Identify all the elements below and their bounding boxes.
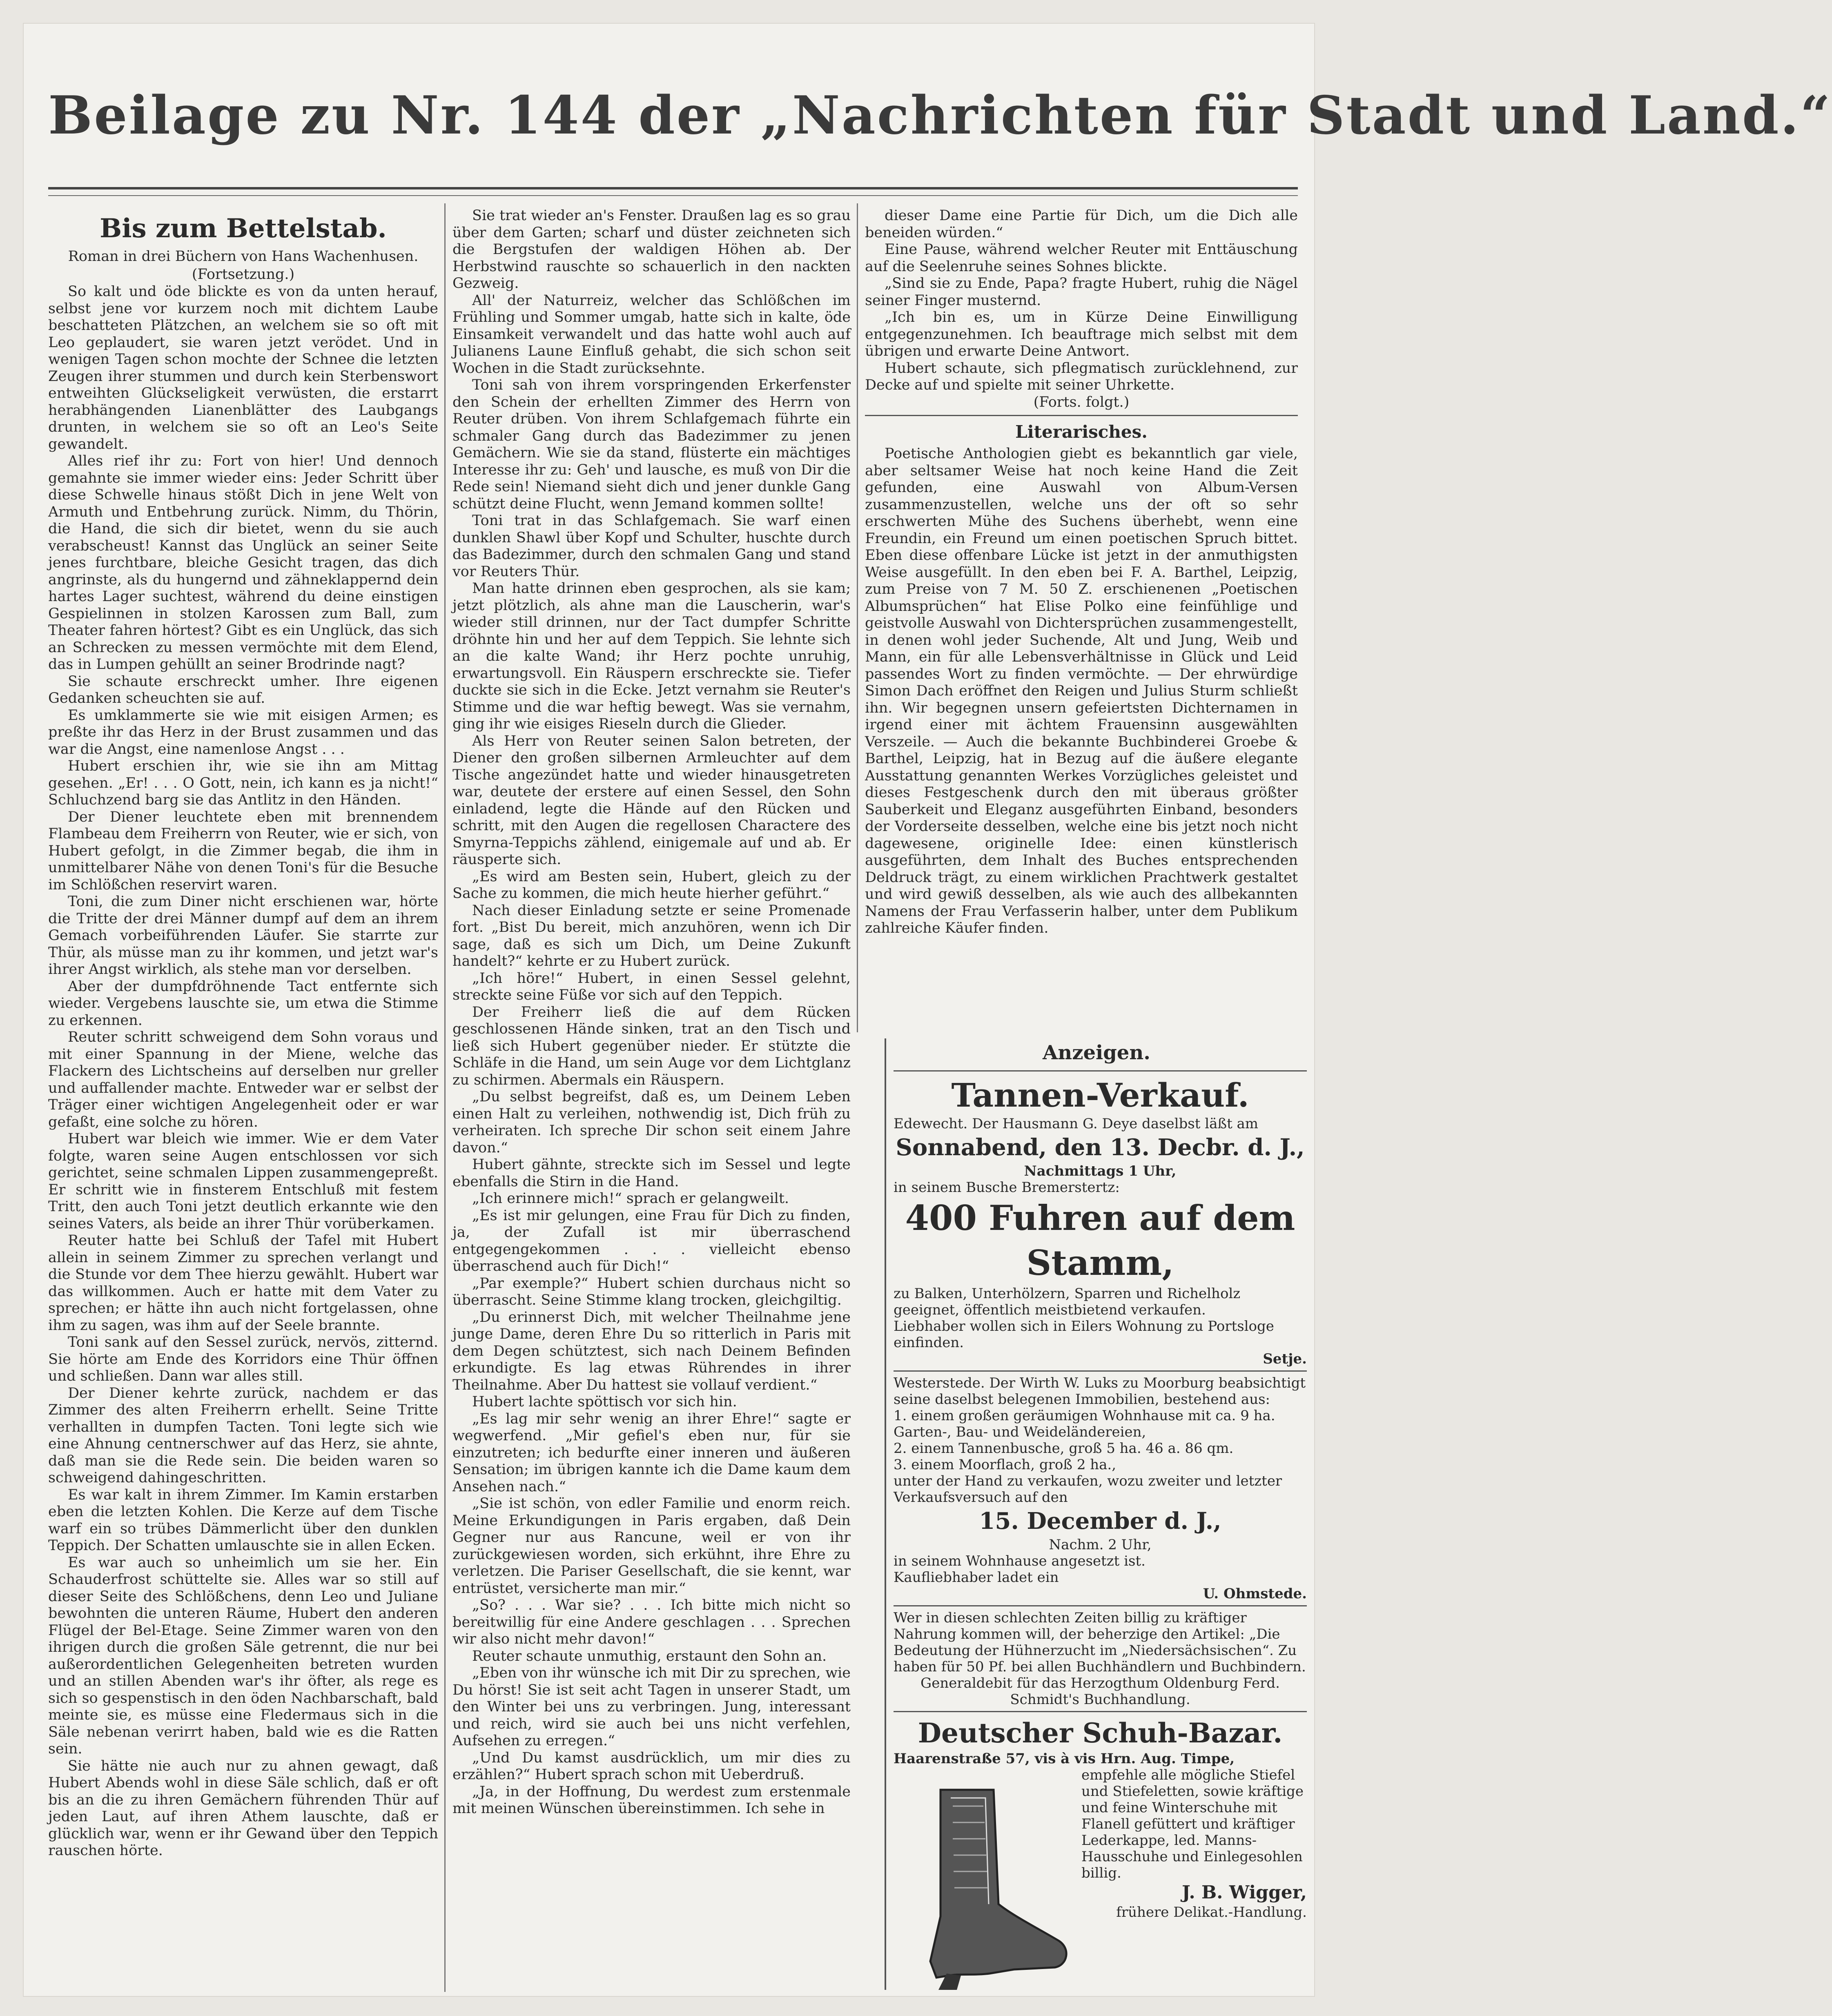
ad-moorburg-item: 2. einem Tannenbusche, groß 5 ha. 46 a. 86 qm. [894, 1440, 1234, 1457]
ad-moorburg-item: 1. einem großen geräumigen Wohnhause mit ca. 9 ha. Garten-, Bau- und Weideländereien, [894, 1408, 1275, 1440]
ad-moorburg-sign: U. Ohmstede. [1203, 1586, 1307, 1602]
story-paragraph: „Ja, in der Hoffnung, Du werdest zum erstenmale mit meinen Wünschen übereinstimmen. Ich sehe in [452, 1783, 851, 1817]
story-paragraph: Reuter schritt schweigend dem Sohn voraus und mit einer Spannung in der Miene, welche das Flackern des Lichtscheins auf derselben nur greller und auffallender machte. Entweder war er selbst der Träger einer wichtigen Angelegenheit oder er war gefaßt, eine solche zu hören. [48, 1029, 438, 1130]
ad-schuh-line1: Haarenstraße 57, vis à vis Hrn. Aug. Timpe, [894, 1751, 1235, 1767]
story-paragraph: „Eben von ihr wünsche ich mit Dir zu sprechen, wie Du hörst! Sie ist seit acht Tagen in unserer Stadt, um den Winter bei uns zu verbringen. Jung, interessant und reich, wird sie auch bei uns nicht verfehlen, Aufsehen zu erregen.“ [452, 1665, 851, 1749]
story-paragraph: Reuter schaute unmuthig, erstaunt den Sohn an. [472, 1648, 827, 1664]
story-paragraph: Eine Pause, während welcher Reuter mit Enttäuschung auf die Seelenruhe seines Sohnes blickte. [865, 241, 1298, 275]
ad-moorburg-time: Nachm. 2 Uhr, [1049, 1537, 1152, 1553]
story-paragraph: dieser Dame eine Partie für Dich, um die Dich alle beneiden würden.“ [865, 207, 1298, 241]
story-paragraph: Als Herr von Reuter seinen Salon betreten, der Diener den großen silbernen Armleuchter auf dem Tische angezündet hatte und wieder hinausgetreten war, deutete der erstere auf einen Sessel, den Sohn einladend, legte die Hände auf den Rücken und schritt, mit den Augen die regellosen Charactere des Smyrna-Teppichs zählend, einigemale auf und ab. Er räusperte sich. [452, 733, 851, 868]
boot-illustration [891, 1782, 1071, 1994]
story-paragraph: „Ich erinnere mich!“ sprach er gelangweilt. [472, 1190, 789, 1207]
literary-text: Poetische Anthologien giebt es bekanntlich gar viele, aber seltsamer Weise hat noch keine Hand die Zeit gefunden, eine Auswahl von Album-Versen zusammenzustellen, welche uns der oft so sehr erschwerten Mühe des Suchens überhebt, wenn eine Freundin, ein Freund um einen poetischen Spruch bittet. Eben diese offenbare Lücke ist jetzt in der anmuthigsten Weise ausgefüllt. In den eben bei F. A. Barthel, Leipzig, zum Preise von 7 M. 50 Z. erschienenen „Poetischen Albumsprüchen“ hat Elise Polko eine feinfühlige und geistvolle Auswahl von Dichtersprüchen zusammengestellt, in denen wohl jeder Suchende, Alt und Jung, Weib und Mann, ein für alle Lebensverhältnisse in Glück und Leid passendes Wort zu finden vermöchte. — Der ehrwürdige Simon Dach eröffnet den Reigen und Julius Sturm schließt ihn. Wir begegnen unsern gefeiertsten Dichternamen in irgend einer mit ächtem Frauensinn ausgewählten Verszeile. — Auch die bekannte Buchbinderei Groebe & Barthel, Leipzig, hat in Bezug auf die äußere elegante Ausstattung genannten Werkes Vorzügliches geleistet und dieses Festgeschenk durch den mit überaus größter Sauberkeit und Eleganz ausgeführten Einband, besonders der Vorderseite desselben, welche eine bis jetzt noch nicht dagewesene, originelle Idee: einen künstlerisch ausgeführten, dem Inhalt des Buches entsprechenden Deldruck trägt, zu einem wirklichen Prachtwerk gestaltet und wird gewiß desselben, als wie auch des allbekannten Namens der Frau Verfasserin halber, unter dem Publikum zahlreiche Käufer finden. [865, 446, 1298, 936]
ads-title: Anzeigen. [1043, 1041, 1150, 1064]
story-paragraph: Hubert erschien ihr, wie sie ihn am Mittag gesehen. „Er! . . . O Gott, nein, ich kann es ja nicht!“ Schluchzend barg sie das Antlitz in den Händen. [48, 758, 438, 808]
ad-tannen-meet: Liebhaber wollen sich in Eilers Wohnung zu Portsloge einfinden. [894, 1318, 1274, 1351]
story-title: Bis zum Bettelstab. [100, 213, 387, 244]
section-rule [865, 415, 1298, 416]
ad-schuh-body: empfehle alle mögliche Stiefel und Stiefeletten, sowie kräftige und feine Winterschuhe mit Flanell gefüttert und kräftiger Lederkappe, led. Manns-Hausschuhe und Einlegesohlen billig. [1081, 1767, 1304, 1881]
ad-schuh-sign: J. B. Wigger, [1181, 1882, 1307, 1903]
story-paragraph: „Und Du kamst ausdrücklich, um mir dies zu erzählen?“ Hubert sprach schon mit Ueberdruß. [452, 1749, 851, 1783]
column-divider [444, 203, 446, 1992]
story-paragraph: Es war auch so unheimlich um sie her. Ein Schauderfrost schüttelte sie. Alles war so still auf dieser Seite des Schlößchens, denn Leo und Juliane bewohnten die unteren Räume, Hubert den anderen Flügel der Bel-Etage. Seine Zimmer waren von den ihrigen durch die großen Säle getrennt, die nur bei außerordentlichen Gelegenheiten betreten wurden und an stillen Abenden war's ihr öfter, als rege es sich so gespenstisch in den öden Nachbarschaft, bald meinte sie, es müsse eine Fledermaus sich in die Säle nebenan verirrt haben, bald wie es die Ratten sein. [48, 1554, 438, 1757]
story-paragraph: Der Freiherr ließ die auf dem Rücken geschlossenen Hände sinken, trat an den Tisch und ließ sich Hubert gegenüber nieder. Er stützte die Schläfe in die Hand, um sein Auge vor dem Lichtglanz zu schirmen. Abermals ein Räuspern. [452, 1004, 851, 1088]
story-paragraph: Hubert lachte spöttisch vor sich hin. [472, 1394, 737, 1410]
ad-moorburg-line1: Westerstede. Der Wirth W. Luks zu Moorburg beabsichtigt seine daselbst belegenen Immobilien, bestehend aus: [894, 1375, 1306, 1408]
ad-huehner-text: Wer in diesen schlechten Zeiten billig zu kräftiger Nahrung kommen will, der beherzige den Artikel: „Die Bedeutung der Hühnerzucht im „Niedersächsischen“. Zu haben für 50 Pf. bei allen Buchhändlern und Buchbindern. [894, 1610, 1306, 1675]
ad-tannen-date: Sonnabend, den 13. Decbr. d. J., [896, 1134, 1305, 1161]
ad-moorburg-meet: Kaufliebhaber ladet ein [894, 1569, 1059, 1586]
story-subtitle: Roman in drei Büchern von Hans Wachenhusen. [68, 248, 419, 265]
story-paragraph: Toni sank auf den Sessel zurück, nervös, zitternd. Sie hörte am Ende des Korridors eine Thür öffnen und schließen. Dann war alles still. [48, 1334, 438, 1384]
story-paragraph: So kalt und öde blickte es von da unten herauf, selbst jene vor kurzem noch mit dichtem Laube beschatteten Plätzchen, an welchem sie so oft mit Leo geplaudert, sie waren jetzt verödet. Und in wenigen Tagen schon mochte der Schnee die letzten Zeugen ihrer stummen und durch kein Sterbenswort entweihten Glückseligkeit verwüsten, die erstarrt herabhängenden Lianenblätter des Laubgangs drunten, in welchem sie so oft an Leo's Seite gewandelt. [48, 283, 438, 452]
ad-moorburg-place: in seinem Wohnhause angesetzt ist. [894, 1553, 1146, 1569]
story-column-1 [48, 207, 438, 1988]
story-paragraph: „Sie ist schön, von edler Familie und enorm reich. Meine Erkundigungen in Paris ergaben, daß Dein Gegner nur aus Rancune, weil er von ihr zurückgewiesen worden, sich erkühnt, ihre Ehre zu verletzen. Die Pariser Gesellschaft, die sie kennt, war entrüstet, versicherte man mir.“ [452, 1495, 851, 1597]
story-paragraph: Toni trat in das Schlafgemach. Sie warf einen dunklen Shawl über Kopf und Schulter, huschte durch das Badezimmer, durch den schmalen Gang und stand vor Reuters Thür. [452, 512, 851, 580]
ad-rule [894, 1605, 1307, 1606]
ad-tannen-sign: Setje. [1263, 1351, 1307, 1367]
story-paragraph: Alles rief ihr zu: Fort von hier! Und dennoch gemahnte sie immer wieder eins: Jeder Schritt über diese Schwelle hinaus stößt Dich in jene Welt von Armuth und Entbehrung zurück. Nimm, du Thörin, die Hand, die sich dir bietet, wenn du sie auch verabscheust! Kannst das Unglück an seiner Seite jenes furchtbare, bleiche Gesicht tragen, das dich angrinste, als du hungernd und zähneklappernd dein hartes Lager suchtest, während du deine einstigen Gespielinnen in stolzen Karossen zum Ball, zum Theater fahren hörtest? Gibt es ein Unglück, das sich an Schrecken zu messen vermöchte mit dem Elend, das in Lumpen gehüllt an seiner Brodrinde nagt? [48, 453, 438, 673]
story-paragraph: „Es wird am Besten sein, Hubert, gleich zu der Sache zu kommen, die mich heute hierher geführt.“ [452, 868, 851, 902]
story-continued: (Fortsetzung.) [192, 266, 295, 283]
story-paragraph: Es umklammerte sie wie mit eisigen Armen; es preßte ihr das Herz in der Brust zusammen und das war die Angst, eine namenlose Angst . . . [48, 707, 438, 757]
story-column-2 [452, 207, 851, 1988]
ad-tannen [886, 1075, 1307, 1367]
masthead: Beilage zu Nr. 144 der „Nachrichten für Stadt und Land.“ [48, 85, 1832, 146]
ad-tannen-line1: Edewecht. Der Hausmann G. Deye daselbst läßt am [894, 1116, 1259, 1132]
story-paragraph: Der Diener kehrte zurück, nachdem er das Zimmer des alten Freiherrn erhellt. Seine Tritte verhallten in dumpfen Tacten. Toni legte sich wie eine Ahnung centnerschwer auf das Herz, sie ahnte, daß man sie die Rede sein. Die beiden waren so schweigend dahingeschritten. [48, 1385, 438, 1486]
story-column-3 [865, 207, 1298, 1028]
story-paragraph: Sie schaute erschreckt umher. Ihre eigenen Gedanken scheuchten sie auf. [48, 673, 438, 706]
story-paragraph: Nach dieser Einladung setzte er seine Promenade fort. „Bist Du bereit, mich anzuhören, wenn ich Dir sage, daß es sich um Dich, um Deine Zukunft handelt?“ kehrte er zu Hubert zurück. [452, 902, 851, 969]
ad-tannen-place: in seinem Busche Bremerstertz: [894, 1179, 1120, 1196]
story-paragraph: „Sind sie zu Ende, Papa? fragte Hubert, ruhig die Nägel seiner Finger musternd. [865, 275, 1298, 309]
ad-moorburg-item: 3. einem Moorflach, groß 2 ha., [894, 1457, 1117, 1473]
ad-moorburg-date: 15. December d. J., [979, 1508, 1221, 1535]
ad-tannen-head: Tannen-Verkauf. [951, 1076, 1249, 1114]
ad-tannen-time: Nachmittags 1 Uhr, [1024, 1163, 1177, 1179]
story-paragraph: Der Diener leuchtete eben mit brennendem Flambeau dem Freiherrn von Reuter, wie er sich, von Hubert gefolgt, in die Zimmer begab, die ihm in unmittelbarer Nähe von denen Toni's für die Besuche im Schlößchen reservirt waren. [48, 809, 438, 893]
story-paragraph: Hubert gähnte, streckte sich im Sessel und legte ebenfalls die Stirn in die Hand. [452, 1156, 851, 1190]
story-paragraph: Aber der dumpfdröhnende Tact entfernte sich wieder. Vergebens lauschte sie, um etwa die Stimme zu erkennen. [48, 978, 438, 1029]
story-paragraph: „Es lag mir sehr wenig an ihrer Ehre!“ sagte er wegwerfend. „Mir gefiel's eben nur, für sie einzutreten; ich bedurfte einer inneren und äußeren Sensation; im übrigen kannte ich die Dame kaum dem Ansehen nach.“ [452, 1410, 851, 1495]
ad-schuh-sign2: frühere Delikat.-Handlung. [1116, 1904, 1307, 1920]
ad-huehner-dist: Generaldebit für das Herzogthum Oldenburg Ferd. Schmidt's Buchhandlung. [920, 1675, 1280, 1708]
story-paragraph: „Du selbst begreifst, daß es, um Deinem Leben einen Halt zu verleihen, nothwendig ist, Dich früh zu verheiraten. Ich spreche Dir schon seit einem Jahre davon.“ [452, 1089, 851, 1156]
story-paragraph: „So? . . . War sie? . . . Ich bitte mich nicht so bereitwillig für eine Andere geschlagen . . . Sprechen wir also nicht mehr davon!“ [452, 1597, 851, 1647]
story-paragraph: Sie hätte nie auch nur zu ahnen gewagt, daß Hubert Abends wohl in diese Säle schlich, daß er oft bis an die zu ihren Gemächern führenden Thür auf jeden Laut, auf ihren Athem lauschte, daß er glücklich war, wenn er ihr Gewand über den Teppich rauschen hörte. [48, 1758, 438, 1859]
story-paragraph: All' der Naturreiz, welcher das Schlößchen im Frühling und Sommer umgab, hatte sich in kalte, öde Einsamkeit verwandelt und das hatte wohl auch auf Julianens Laune Einfluß gehabt, die sich schon seit Wochen in die Stadt zurücksehnte. [452, 292, 851, 376]
story-paragraph: „Par exemple?“ Hubert schien durchaus nicht so überrascht. Seine Stimme klang trocken, gleichgiltig. [452, 1275, 851, 1308]
ad-moorburg-body: unter der Hand zu verkaufen, wozu zweiter und letzter Verkaufsversuch auf den [894, 1473, 1282, 1506]
story-paragraph: Man hatte drinnen eben gesprochen, als sie kam; jetzt plötzlich, als ahne man die Lauscherin, war's wieder still drinnen, nur der Tact dumpfer Schritte dröhnte hin und her auf dem Teppich. Sie lehnte sich an die kalte Wand; ihr Herz pochte unruhig, erwartungsvoll. Ein Räuspern erschreckte sie. Tiefer duckte sie sich in die Ecke. Jetzt vernahm sie Reuter's Stimme und die war heftig bewegt. Was sie vernahm, ging ihr wie eisiges Rieseln durch die Glieder. [452, 580, 851, 732]
ad-moorburg [886, 1375, 1307, 1602]
story-paragraph: Toni, die zum Diner nicht erschienen war, hörte die Tritte der drei Männer dumpf auf dem an ihrem Gemach vorbeiführenden Läufer. Sie starrte zur Thür, als müsse man zu ihr kommen, und jetzt war's ihrer Angst wirklich, als stehe man vor derselben. [48, 893, 438, 978]
ad-rule [894, 1070, 1307, 1071]
ad-huehner [886, 1610, 1307, 1708]
story-paragraph: „Du erinnerst Dich, mit welcher Theilnahme jene junge Dame, deren Ehre Du so ritterlich in Paris mit dem Degen schütztest, sich nach Deinem Befinden erkundigte. Es lag etwas Rührendes in ihrer Theilnahme. Aber Du hattest sie vollauf verdient.“ [452, 1309, 851, 1393]
ad-tannen-big: 400 Fuhren auf dem Stamm, [905, 1198, 1295, 1283]
ad-rule [894, 1370, 1307, 1372]
ad-schuh-head: Deutscher Schuh-Bazar. [918, 1717, 1283, 1749]
story-paragraph: Sie trat wieder an's Fenster. Draußen lag es so grau über dem Garten; scharf und düster zeichneten sich die Bergstufen der waldigen Höhen ab. Der Herbstwind rauschte so schauerlich in den nackten Gezweig. [452, 207, 851, 292]
story-paragraph: Toni sah von ihrem vorspringenden Erkerfenster den Schein der erhellten Zimmer des Herrn von Reuter drüben. Von ihrem Schlafgemach führte ein schmaler Gang durch das Badezimmer zu jenen Gemächern. Wie sie da stand, flüsterte ein mächtiges Interesse ihr zu: Geh' und lausche, es muß von Dir die Rede sein! Niemand sieht dich und jener dunkle Gang schützt deine Flucht, wenn Jemand kommen sollte! [452, 377, 851, 512]
story-paragraph: Hubert schaute, sich pflegmatisch zurücklehnend, zur Decke auf und spielte mit seiner Uhrkette. [865, 360, 1298, 393]
masthead-rule-thin [48, 195, 1298, 196]
literary-title: Literarisches. [1015, 422, 1148, 442]
story-paragraph: Hubert war bleich wie immer. Wie er dem Vater folgte, waren seine Augen entschlossen vor sich gerichtet, seine schmalen Lippen zusammengepreßt. Er schritt wie in finsterem Entschluß mit festem Tritt, den auch Toni jetzt deutlich erkannte wie den seines Vaters, als beide an ihrer Thür vorüberkamen. [48, 1131, 438, 1232]
story-paragraph: „Ich bin es, um in Kürze Deine Einwilligung entgegenzunehmen. Ich beauftrage mich selbst mit dem übrigen und erwarte Deine Antwort. [865, 309, 1298, 359]
ad-rule [894, 1711, 1307, 1712]
ad-tannen-body: zu Balken, Unterhölzern, Sparren und Richelholz geeignet, öffentlich meistbietend verkaufen. [894, 1285, 1241, 1318]
story-paragraph: „Ich höre!“ Hubert, in einen Sessel gelehnt, streckte seine Füße vor sich auf den Teppich. [452, 970, 851, 1003]
story-paragraph: „Es ist mir gelungen, eine Frau für Dich zu finden, ja, der Zufall ist mir überraschend entgegengekommen . . . vielleicht ebenso überraschend auch für Dich!“ [452, 1207, 851, 1274]
continued-note: (Forts. folgt.) [1033, 394, 1130, 410]
masthead-rule [48, 187, 1298, 189]
newspaper-page [24, 24, 1832, 1996]
column-divider [857, 203, 858, 1032]
story-paragraph: Es war kalt in ihrem Zimmer. Im Kamin erstarben eben die letzten Kohlen. Die Kerze auf dem Tische warf ein so trübes Dämmerlicht über den dunklen Teppich. Der Schatten umlauschte sie in allen Ecken. [48, 1486, 438, 1554]
story-paragraph: Reuter hatte bei Schluß der Tafel mit Hubert allein in seinem Zimmer zu sprechen verlangt und die Stunde vor dem Thee hierzu gewählt. Hubert war das willkommen. Auch er hatte mit dem Vater zu sprechen; er hätte ihn auch nicht fortgelassen, ohne ihm zu sagen, was ihm auf der Seele brannte. [48, 1232, 438, 1334]
